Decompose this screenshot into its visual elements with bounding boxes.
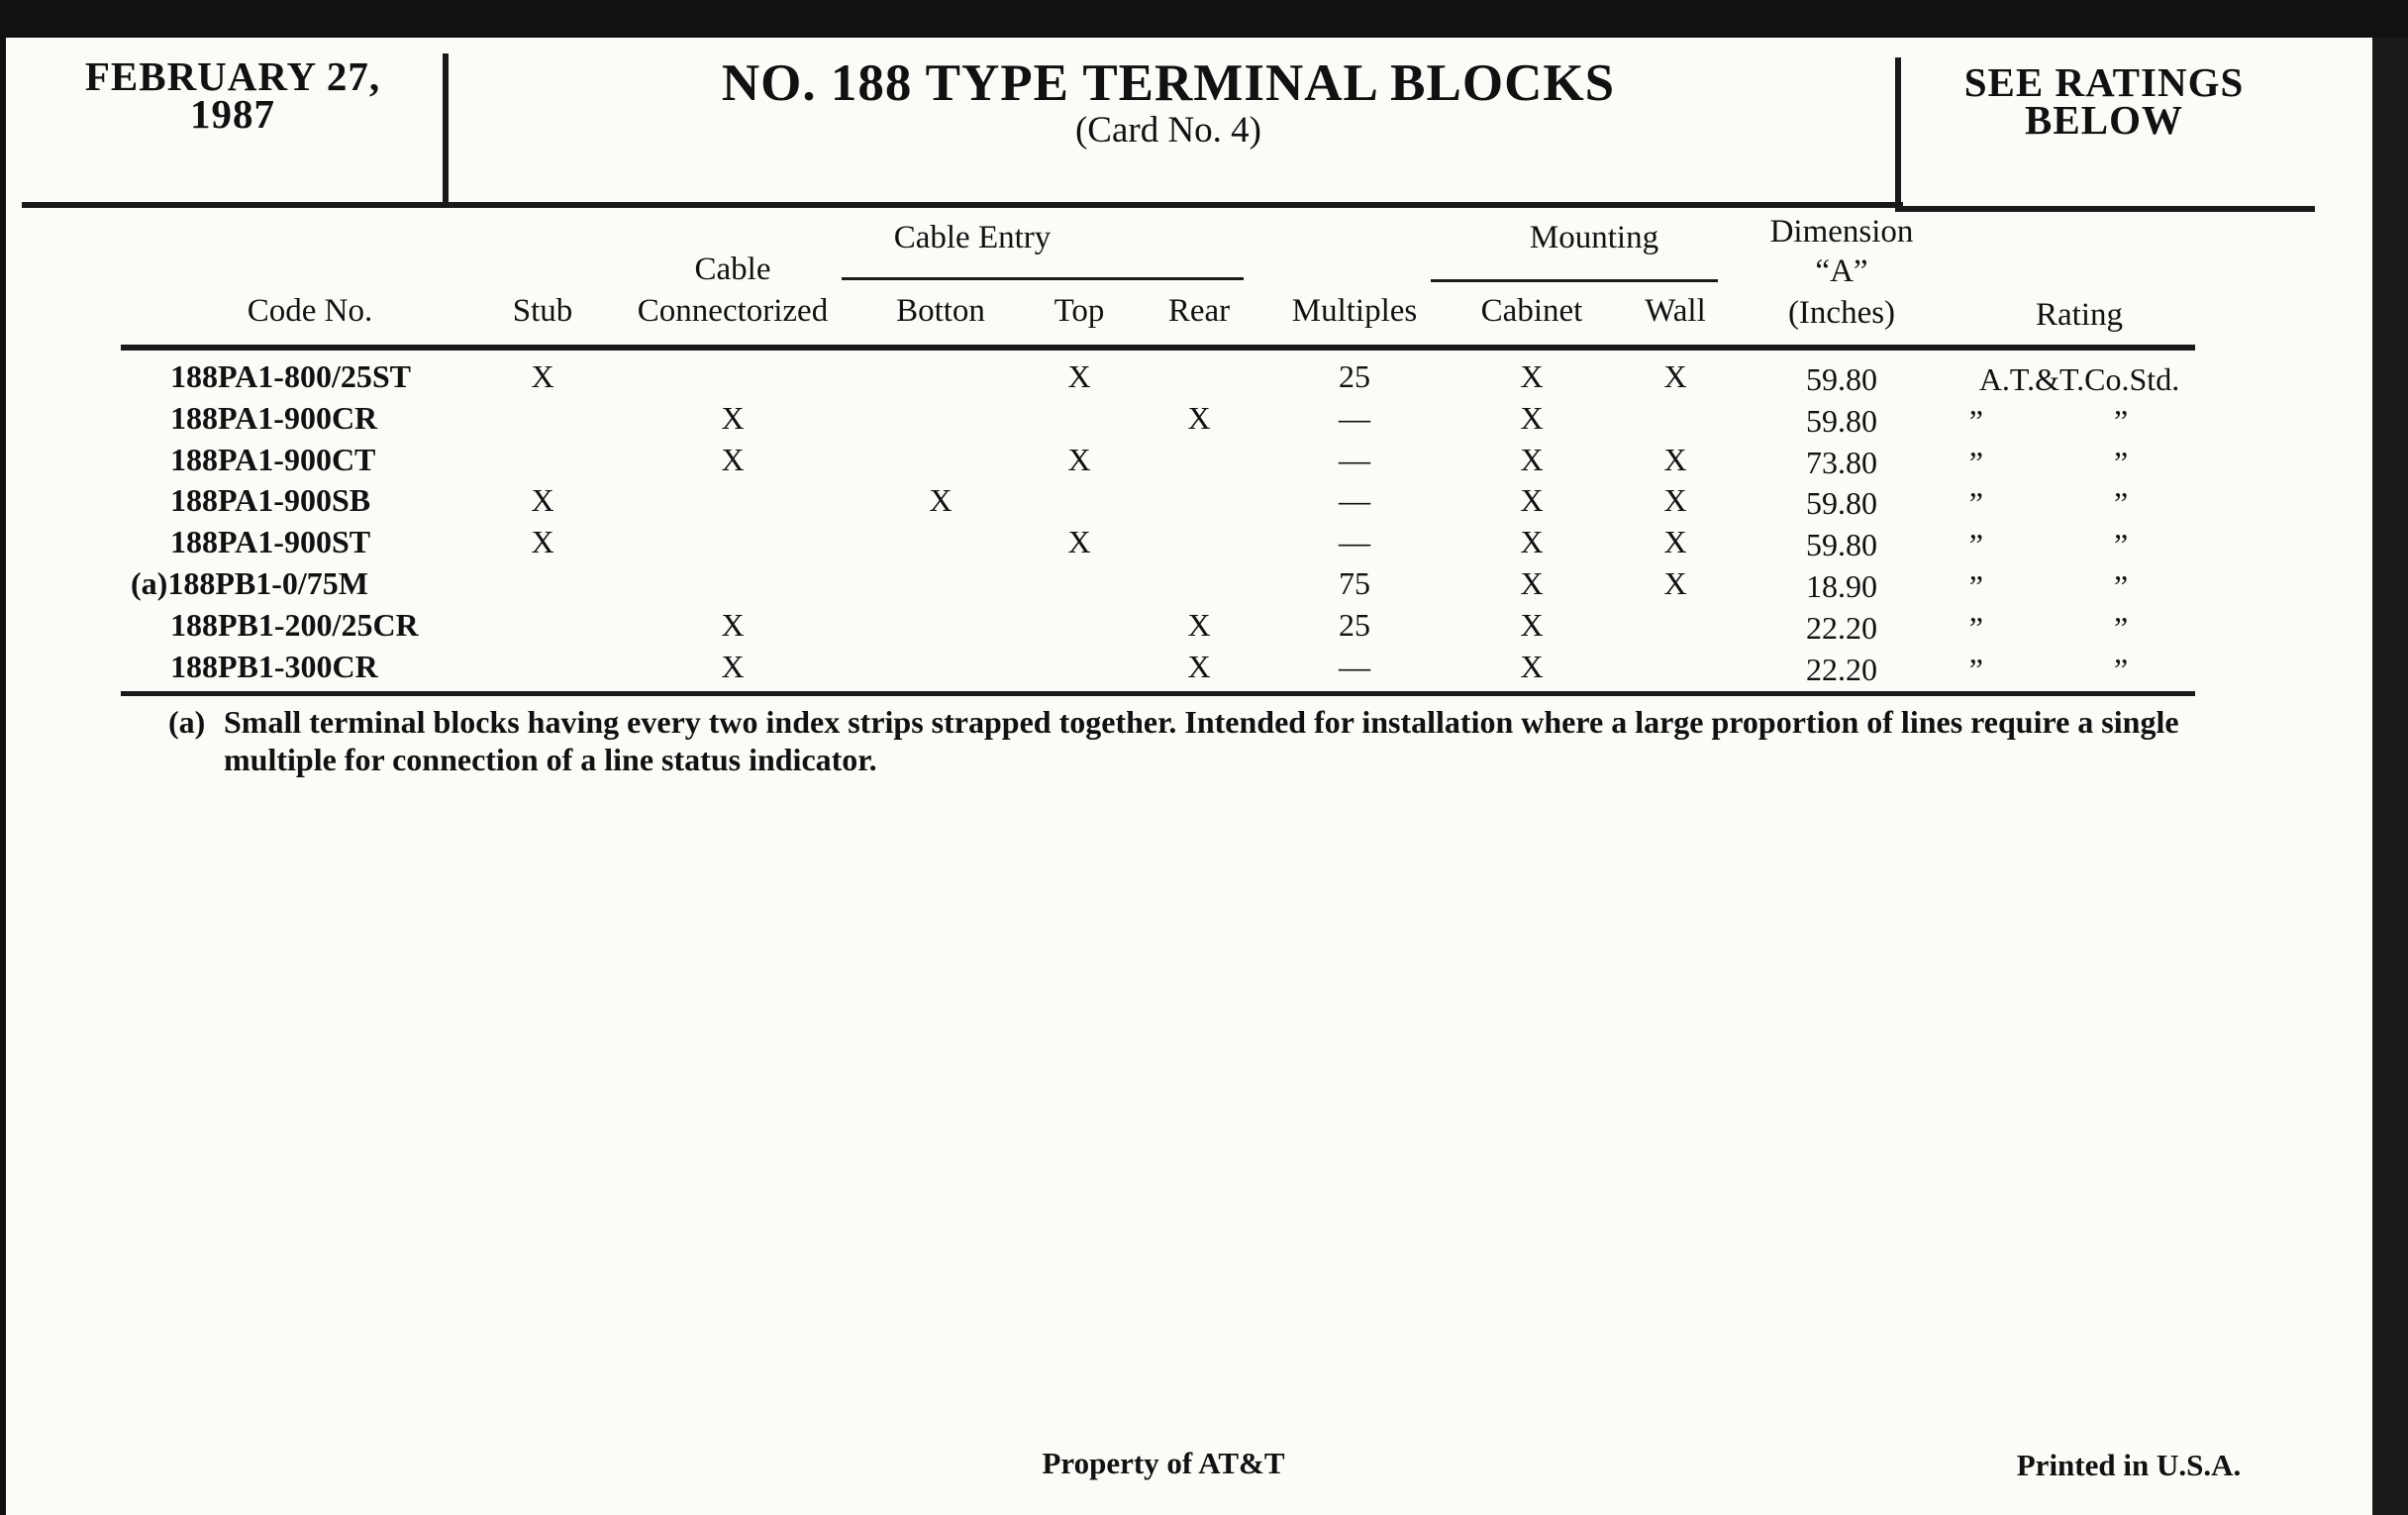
header-date-line1: FEBRUARY 27,: [84, 53, 381, 99]
col-header-cable-line2: Connectorized: [637, 293, 829, 329]
cell-rear: X: [1187, 649, 1211, 684]
table-header-rule: [121, 345, 2195, 351]
row-code-text: 188PA1-900SB: [170, 482, 371, 518]
header-date-line2: 1987: [190, 91, 275, 137]
cell-top: X: [1067, 524, 1091, 559]
cell-rating: ” ”: [1968, 610, 2190, 646]
cell-cabinet: X: [1520, 400, 1544, 436]
col-header-dimension-line2: “A”: [1815, 253, 1868, 289]
col-header-stub: Stub: [512, 293, 573, 329]
cell-multiples: 25: [1339, 607, 1370, 643]
col-header-rating: Rating: [2036, 297, 2123, 333]
cell-cabinet: X: [1520, 565, 1544, 601]
cell-rating: ” ”: [1968, 652, 2190, 687]
cell-rating: ” ”: [1968, 527, 2190, 562]
cell-dimension: 73.80: [1806, 445, 1877, 480]
header-ratings-line2: BELOW: [2025, 97, 2183, 143]
cell-dimension: 59.80: [1806, 403, 1877, 439]
cell-cable: X: [721, 400, 745, 436]
header-date: [30, 53, 436, 137]
cell-top: X: [1067, 442, 1091, 477]
cell-dimension: 22.20: [1806, 652, 1877, 687]
row-code-text: 188PA1-900CR: [170, 400, 378, 436]
cell-dimension: 22.20: [1806, 610, 1877, 646]
cell-multiples: —: [1339, 400, 1370, 436]
cell-wall: X: [1663, 482, 1687, 518]
table-bottom-rule: [121, 691, 2195, 696]
col-header-dimension-line1: Dimension: [1769, 214, 1914, 250]
group-header-mounting: Mounting: [1529, 220, 1659, 255]
col-header-top: Top: [1054, 293, 1105, 329]
cell-rating: A.T.&T.Co.Std.: [1978, 361, 2180, 397]
col-header-cabinet: Cabinet: [1480, 293, 1583, 329]
cell-rating: ” ”: [1968, 568, 2190, 604]
header-bottom-rule: [22, 202, 1903, 208]
table-row-code: [131, 565, 368, 601]
col-header-code: Code No.: [247, 293, 373, 329]
table-row-code: [170, 482, 370, 518]
col-header-wall: Wall: [1645, 293, 1706, 329]
cell-stub: X: [531, 358, 554, 394]
cell-cabinet: X: [1520, 607, 1544, 643]
cell-cable: X: [721, 607, 745, 643]
row-code-text: 188PB1-0/75M: [167, 565, 368, 601]
cell-wall: X: [1663, 442, 1687, 477]
cell-cabinet: X: [1520, 482, 1544, 518]
col-header-rear: Rear: [1167, 293, 1231, 329]
cell-rating: ” ”: [1968, 403, 2190, 439]
cell-dimension: 59.80: [1806, 485, 1877, 521]
cell-cable: X: [721, 649, 745, 684]
cell-wall: X: [1663, 565, 1687, 601]
cell-rear: X: [1187, 607, 1211, 643]
cell-multiples: 75: [1339, 565, 1370, 601]
row-code-text: 188PA1-900ST: [170, 524, 371, 559]
table-row-code: [170, 400, 377, 436]
cell-wall: X: [1663, 358, 1687, 394]
row-footnote-marker: (a): [131, 565, 168, 601]
footer-printed: Printed in U.S.A.: [2016, 1448, 2242, 1482]
footnote-marker: (a): [168, 704, 206, 740]
page-subtitle: (Card No. 4): [1074, 110, 1262, 151]
cell-multiples: —: [1339, 524, 1370, 559]
cell-cabinet: X: [1520, 442, 1544, 477]
cell-cable: X: [721, 442, 745, 477]
cell-dimension: 59.80: [1806, 361, 1877, 397]
footnote: [168, 703, 2198, 778]
row-code-text: 188PA1-800/25ST: [170, 358, 411, 394]
cell-cabinet: X: [1520, 358, 1544, 394]
cell-top: X: [1067, 358, 1091, 394]
scan-edge: [2372, 38, 2408, 1515]
header-ratings-line1: SEE RATINGS: [1963, 59, 2245, 105]
row-code-text: 188PB1-300CR: [170, 649, 378, 684]
col-header-dimension-line3: (Inches): [1787, 295, 1896, 331]
cell-multiples: —: [1339, 442, 1370, 477]
col-header-cable-line1: Cable: [694, 252, 771, 287]
footnote-text: Small terminal blocks having every two index strips strapped together. Intended for installation where a large proportion of lines require a single multiple for connection of a line status indicator.: [224, 704, 2179, 777]
col-header-multiples: Multiples: [1291, 293, 1418, 329]
table-row-code: [170, 607, 419, 643]
header-divider-right: [1895, 57, 1901, 206]
mounting-rule: [1431, 279, 1718, 282]
cell-botton: X: [929, 482, 953, 518]
footer-property: Property of AT&T: [1042, 1446, 1285, 1480]
cell-dimension: 18.90: [1806, 568, 1877, 604]
cell-rating: ” ”: [1968, 485, 2190, 521]
cell-wall: X: [1663, 524, 1687, 559]
cell-multiples: 25: [1339, 358, 1370, 394]
col-header-botton: Botton: [896, 293, 985, 329]
cell-multiples: —: [1339, 482, 1370, 518]
header-ratings: [1911, 59, 2297, 143]
row-code-text: 188PA1-900CT: [170, 442, 376, 477]
page-title: NO. 188 TYPE TERMINAL BLOCKS: [721, 54, 1616, 112]
row-code-text: 188PB1-200/25CR: [170, 607, 419, 643]
table-row-code: [170, 649, 378, 684]
cell-dimension: 59.80: [1806, 527, 1877, 562]
table-row-code: [170, 524, 370, 559]
cell-multiples: —: [1339, 649, 1370, 684]
table-row-code: [170, 442, 375, 477]
header-title-block: [446, 55, 1891, 151]
cell-rear: X: [1187, 400, 1211, 436]
cell-cabinet: X: [1520, 524, 1544, 559]
table-row-code: [170, 358, 411, 394]
group-header-cable-entry: Cable Entry: [893, 220, 1052, 255]
header-bottom-rule-right: [1895, 206, 2315, 212]
cable-entry-rule: [842, 277, 1244, 280]
cell-rating: ” ”: [1968, 445, 2190, 480]
cell-stub: X: [531, 524, 554, 559]
cell-cabinet: X: [1520, 649, 1544, 684]
cell-stub: X: [531, 482, 554, 518]
